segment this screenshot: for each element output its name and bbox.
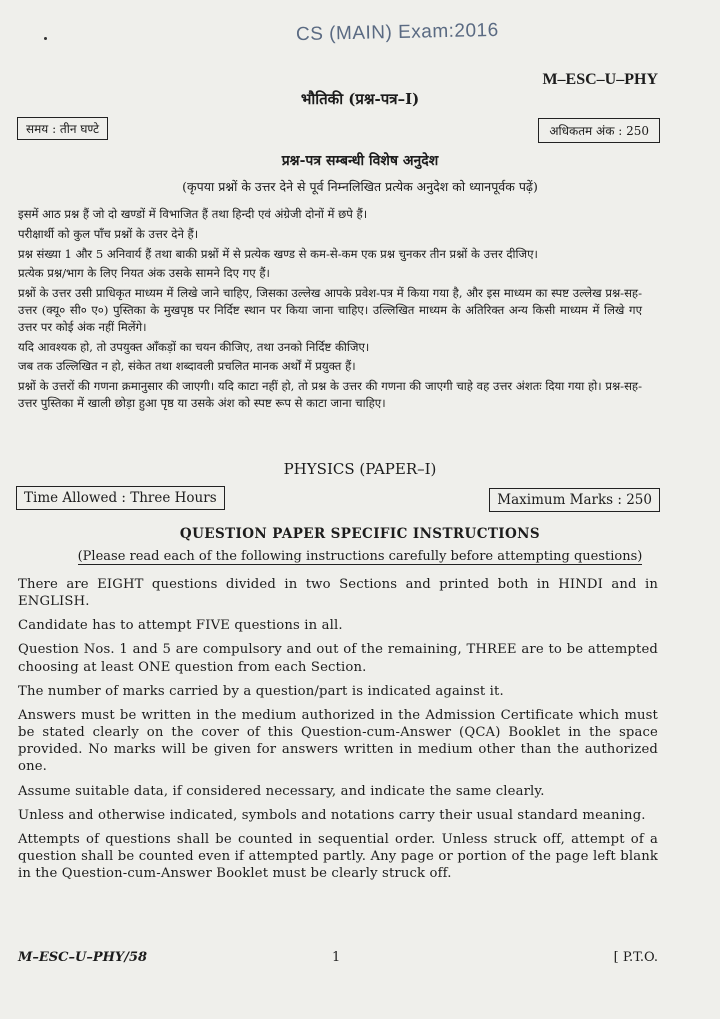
pto-label: [ P.T.O. xyxy=(613,950,658,965)
english-instruction: The number of marks carried by a question/part is indicated against it. xyxy=(18,683,504,699)
hindi-instruction: जब तक उल्लिखित न हो, संकेत तथा शब्दावली प्रचलित मानक अर्थों में प्रयुक्त हैं। xyxy=(18,359,356,374)
english-instruction: Question Nos. 1 and 5 are compulsory and out of the remaining, THREE are to be attempted choosing at least ONE question from each Section. xyxy=(18,642,658,675)
time-allowed-box: Time Allowed : Three Hours xyxy=(16,486,225,510)
scan-speck xyxy=(44,37,47,40)
footer-code: M–ESC–U–PHY/58 xyxy=(18,950,148,965)
page-number: 1 xyxy=(332,950,341,965)
hindi-instructions-subheading: (कृपया प्रश्नों के उत्तर देने से पूर्व निम्नलिखित प्रत्येक अनुदेश को ध्यानपूर्वक पढ़ें) xyxy=(182,179,538,194)
english-instructions-subheading: (Please read each of the following instructions carefully before attempting questions) xyxy=(77,549,643,564)
english-instruction: Answers must be written in the medium authorized in the Admission Certificate which must be stated clearly on the cover of this Question-cum-Answer (QCA) Booklet in the space provided. No marks will be given for answers written in medium other than the authorized one. xyxy=(18,707,658,775)
hindi-instruction: इसमें आठ प्रश्न हैं जो दो खण्डों में विभाजित हैं तथा हिन्दी एवं अंग्रेजी दोनों में छपे हैं। xyxy=(18,207,368,221)
english-instruction: Assume suitable data, if considered necessary, and indicate the same clearly. xyxy=(18,783,545,799)
maximum-marks-box: Maximum Marks : 250 xyxy=(489,488,660,512)
hindi-instruction: प्रत्येक प्रश्न/भाग के लिए नियत अंक उसके सामने दिए गए हैं। xyxy=(18,266,270,281)
english-instruction: There are EIGHT questions divided in two Sections and printed both in HINDI and in ENGLISH. xyxy=(18,577,658,610)
english-instructions-heading: QUESTION PAPER SPECIFIC INSTRUCTIONS xyxy=(179,526,541,542)
english-instruction: Candidate has to attempt FIVE questions in all. xyxy=(18,618,343,634)
hindi-instruction: प्रश्नों के उत्तर उसी प्राधिकृत माध्यम में लिखे जाने चाहिए, जिसका उल्लेख आपके प्रवेश-पत्र में किया गया है, और इस माध्यम का स्पष्ट उल्लेख प्रश्न-सह-उत्तर (क्यू० सी० ए०) पुस्तिका के मुखपृष्ठ पर निर्दिष्ट स्थान पर किया जाना चाहिए। उल्लिखित माध्यम के अतिरिक्त अन्य किसी माध्यम में लिखे गए उत्तर पर कोई अंक नहीं मिलेंगे। xyxy=(18,286,642,334)
hindi-instructions-heading: प्रश्न-पत्र सम्बन्धी विशेष अनुदेश xyxy=(281,153,439,169)
hindi-time-box: समय : तीन घण्टे xyxy=(17,117,108,140)
hindi-instructions xyxy=(18,206,642,415)
hindi-instruction: परीक्षार्थी को कुल पाँच प्रश्नों के उत्तर देने हैं। xyxy=(18,226,199,241)
exam-stamp: CS (MAIN) Exam:2016 xyxy=(295,19,499,46)
hindi-instruction: प्रश्न संख्या 1 और 5 अनिवार्य हैं तथा बाकी प्रश्नों में से प्रत्येक खण्ड से कम-से-कम एक प्रश्न चुनकर तीन प्रश्नों के उत्तर दीजिए। xyxy=(18,246,538,261)
english-instructions xyxy=(18,576,658,889)
english-instruction: Unless and otherwise indicated, symbols and notations carry their usual standard meaning. xyxy=(18,807,646,823)
hindi-instruction: प्रश्नों के उत्तरों की गणना क्रमानुसार की जाएगी। यदि काटा नहीं हो, तो प्रश्न के उत्तर की गणना की जाएगी चाहे वह उत्तर अंशतः दिया गया हो। प्रश्न-सह-उत्तर पुस्तिका में खाली छोड़ा हुआ पृष्ठ या उसके अंश को स्पष्ट रूप से काटा जाना चाहिए। xyxy=(18,379,642,410)
english-paper-title: PHYSICS (PAPER–I) xyxy=(283,460,437,478)
english-instruction: Attempts of questions shall be counted in sequential order. Unless struck off, attempt of a question shall be counted even if attempted partly. Any page or portion of the page left blank in the Question-cum-Answer Booklet must be clearly struck off. xyxy=(18,831,658,882)
paper-code: M–ESC–U–PHY xyxy=(542,71,658,88)
hindi-marks-box: अधिकतम अंक : 250 xyxy=(538,118,660,143)
hindi-instruction: यदि आवश्यक हो, तो उपयुक्त आँकड़ों का चयन कीजिए, तथा उनको निर्दिष्ट कीजिए। xyxy=(18,339,370,354)
hindi-paper-title: भौतिकी (प्रश्न-पत्र–I) xyxy=(300,90,420,108)
